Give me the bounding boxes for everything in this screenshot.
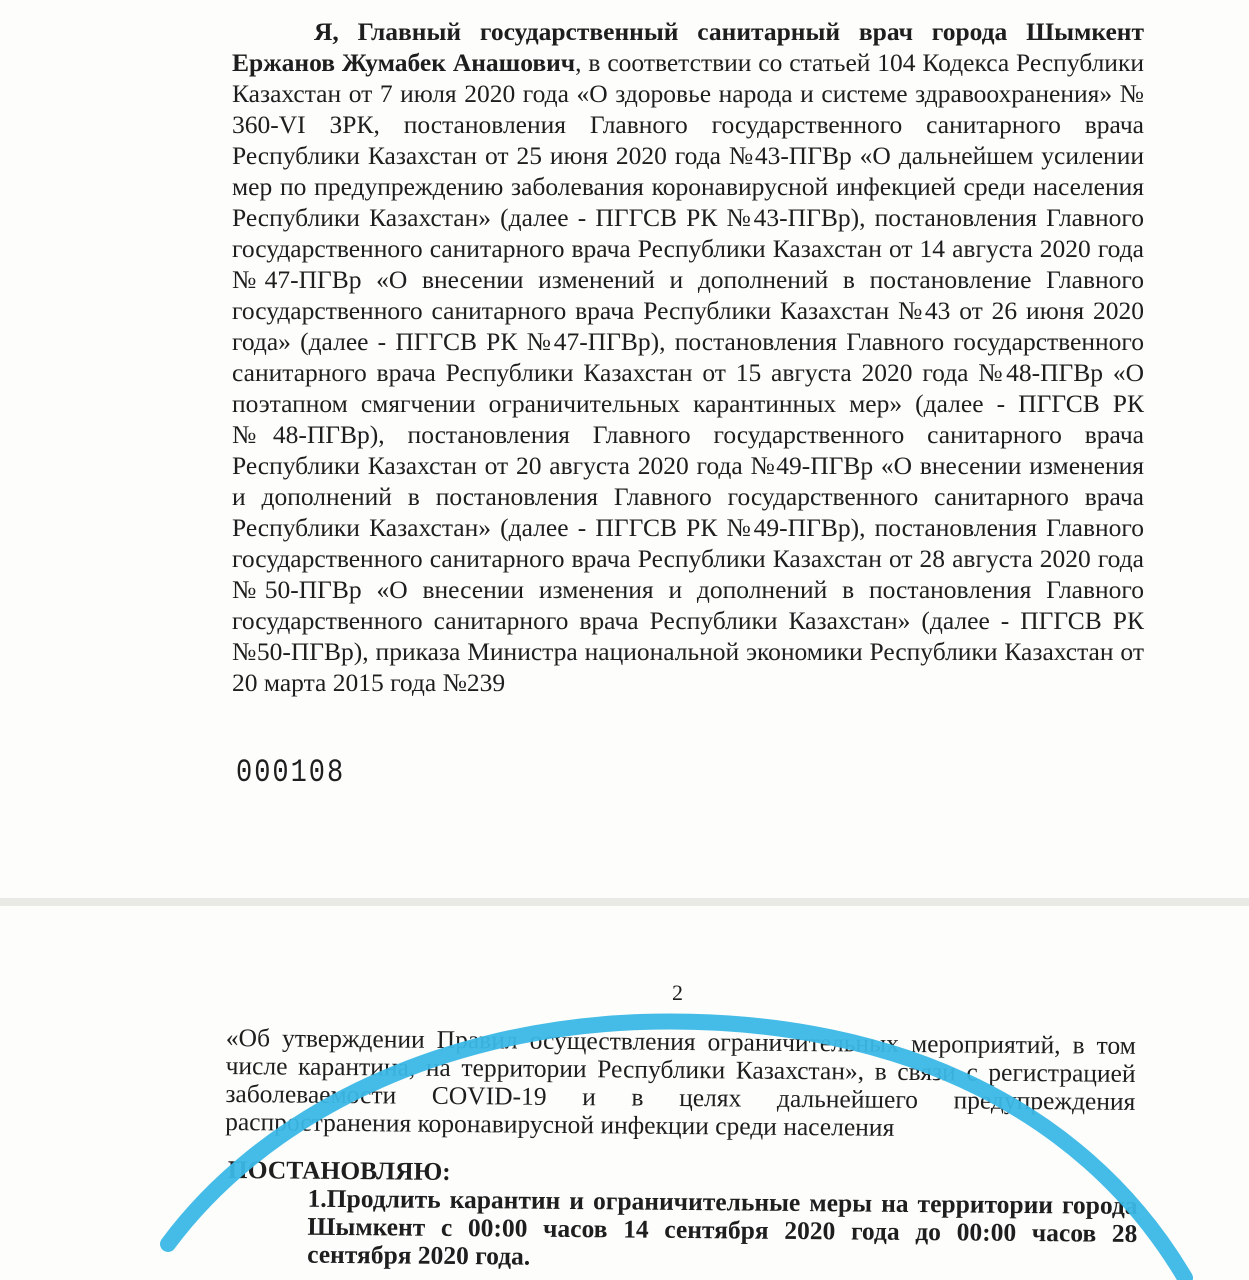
official-name: Я, Главный государственный санитарный врач города Шымкент Ержанов Жумабек Анашович: [232, 17, 1144, 77]
page-separator: [0, 898, 1249, 906]
decree-section: [227, 1156, 1138, 1276]
decree-heading: ПОСТАНОВЛЯЮ:: [227, 1155, 451, 1186]
decree-item-1: 1.Продлить карантин и ограничительные меры на территории города Шымкент с 00:00 часов 14 сентября 2020 года до 00:00 часов 28 сентября 2020 года.: [307, 1183, 1138, 1271]
document-page-2: [0, 906, 1249, 1280]
preamble-body: , в соответствии со статьей 104 Кодекса Республики Казахстан от 7 июля 2020 года «О здоровье народа и системе здравоохранения» № 360-VI ЗРК, постановления Главного государственного санитарного врача Республики Казахстан от 25 июня 2020 года №43-ПГВр «О дальнейшем усилении мер по предупреждению заболевания коронавирусной инфекцией среди населения Республики Казахстан» (далее - ПГГСВ РК №43-ПГВр), постановления Главного государственного санитарного врача Республики Казахстан от 14 августа 2020 года №47-ПГВр «О внесении изменений и дополнений в постановление Главного государственного санитарного врача Республики Казахстан №43 от 26 июня 2020 года» (далее - ПГГСВ РК №47-ПГВр), постановления Главного государственного санитарного врача Республики Казахстан от 15 августа 2020 года №48-ПГВр «О поэтапном смягчении ограничительных карантинных мер» (далее - ПГГСВ РК №48-ПГВр), постановления Главного государственного санитарного врача Республики Казахстан от 20 августа 2020 года №49-ПГВр «О внесении изменения и дополнений в постановления Главного государственного санитарного врача Республики Казахстан» (далее - ПГГСВ РК №49-ПГВр), постановления Главного государственного санитарного врача Республики Казахстан от 28 августа 2020 года №50-ПГВр «О внесении изменения и дополнений в постановления Главного государственного санитарного врача Республики Казахстан» (далее - ПГГСВ РК №50-ПГВр), приказа Министра национальной экономики Республики Казахстан от 20 марта 2015 года №239: [232, 48, 1144, 697]
serial-number: 000108: [236, 756, 346, 792]
preamble-paragraph: [232, 16, 1144, 698]
page-number: 2: [672, 980, 683, 1005]
continuation-paragraph: «Об утверждении Правил осуществления ограничительных мероприятий, в том числе карантина, на территории Республики Казахстан», в связи с регистрацией заболеваемости COVID-19 и в целях дальнейшего предупреждения распространения коронавирусной инфекции среди населения: [225, 1023, 1136, 1142]
